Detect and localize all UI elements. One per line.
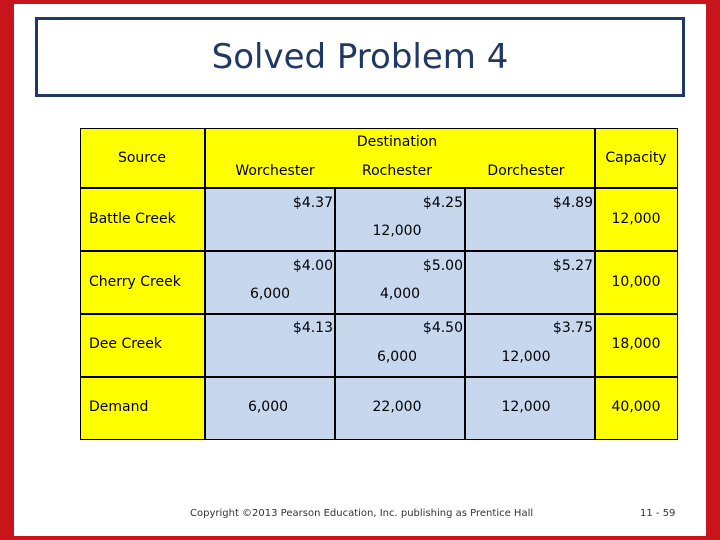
cost-r1-c2: $4.25 [422, 195, 463, 211]
shipment-r2-c1: 6,000 [249, 286, 291, 302]
destination-rochester: Rochester [362, 163, 432, 179]
cost-r2-c1: $4.00 [292, 258, 333, 274]
destination-worchester: Worchester [235, 163, 315, 179]
demand-total: 40,000 [611, 399, 661, 415]
shipment-r3-c2: 6,000 [376, 349, 418, 365]
cost-r3-c2: $4.50 [422, 320, 463, 336]
capacity-cherry-creek: 10,000 [611, 274, 661, 290]
destination-dorchester: Dorchester [487, 163, 565, 179]
demand-rochester: 22,000 [372, 399, 422, 415]
destination-header: Destination [356, 134, 438, 150]
shipment-r3-c3: 12,000 [501, 349, 551, 365]
capacity-header: Capacity [605, 150, 667, 166]
demand-worchester: 6,000 [247, 399, 289, 415]
source-header: Source [117, 150, 167, 166]
cost-r1-c3: $4.89 [552, 195, 593, 211]
title-box [35, 17, 685, 97]
cost-r1-c1: $4.37 [292, 195, 333, 211]
row-label-cherry-creek: Cherry Creek [89, 274, 181, 290]
slide-frame-bottom [0, 536, 720, 540]
row-label-demand: Demand [89, 399, 149, 415]
copyright-text: Copyright ©2013 Pearson Education, Inc. publishing as Prentice Hall [190, 508, 534, 519]
shipment-r1-c2: 12,000 [372, 223, 422, 239]
cost-r2-c3: $5.27 [552, 258, 593, 274]
page-number: 11 - 59 [640, 508, 676, 519]
slide-title: Solved Problem 4 [211, 37, 509, 77]
capacity-dee-creek: 18,000 [611, 336, 661, 352]
cost-r2-c2: $5.00 [422, 258, 463, 274]
row-label-dee-creek: Dee Creek [89, 336, 163, 352]
slide-frame-top [0, 0, 720, 4]
cost-r3-c3: $3.75 [552, 320, 593, 336]
shipment-r2-c2: 4,000 [379, 286, 421, 302]
capacity-battle-creek: 12,000 [611, 211, 661, 227]
slide-frame-right [706, 0, 720, 540]
cost-r3-c1: $4.13 [292, 320, 333, 336]
slide-frame-left [0, 0, 14, 540]
demand-dorchester: 12,000 [501, 399, 551, 415]
row-label-battle-creek: Battle Creek [89, 211, 176, 227]
